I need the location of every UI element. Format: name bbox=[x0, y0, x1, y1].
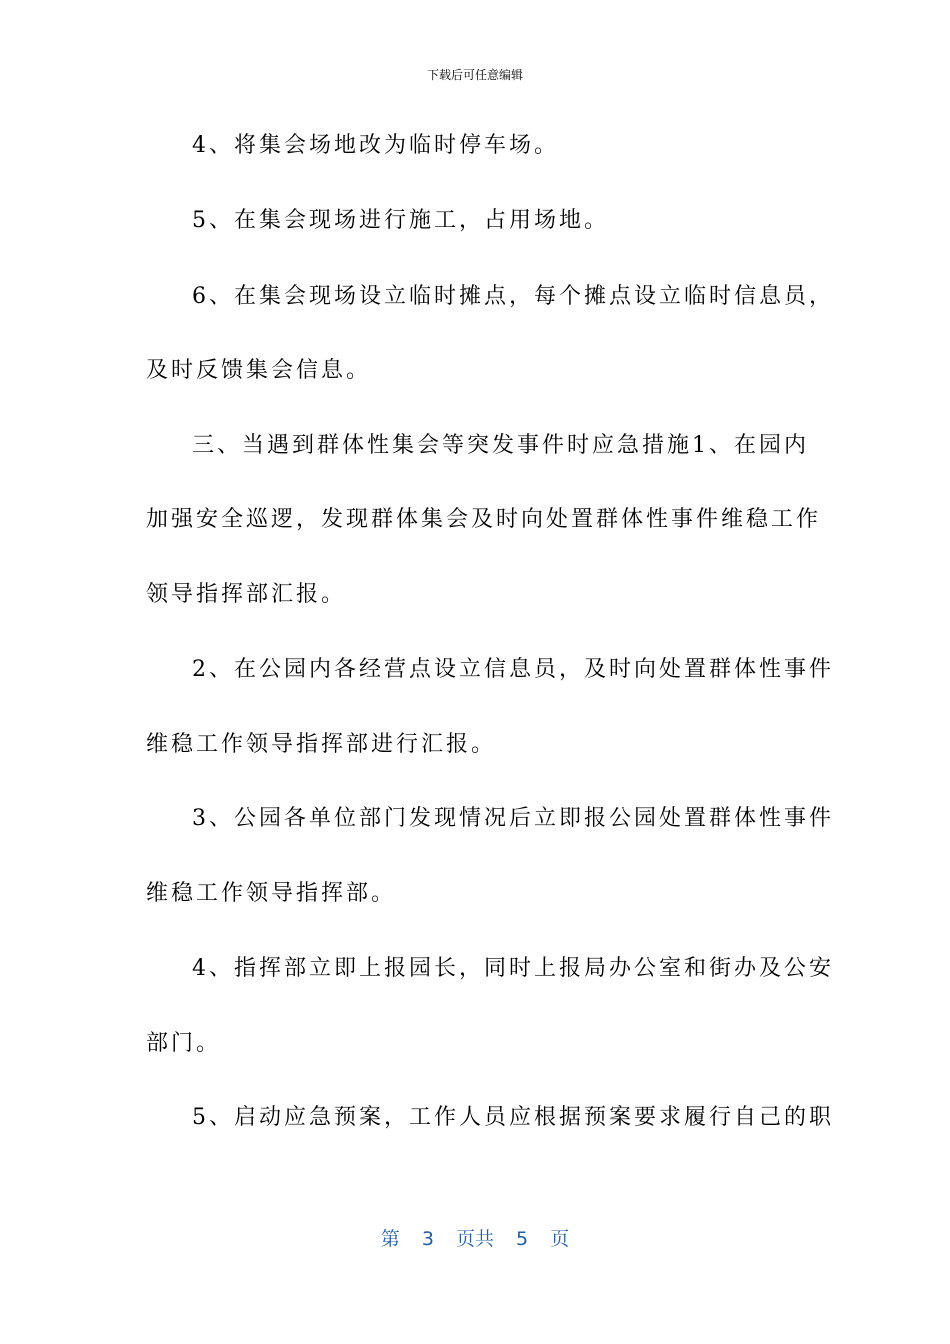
text-line: 5、启动应急预案，工作人员应根据预案要求履行自己的职 bbox=[192, 1105, 834, 1130]
text-line: 4、指挥部立即上报园长，同时上报局办公室和街办及公安 bbox=[192, 956, 834, 981]
text-line: 维稳工作领导指挥部进行汇报。 bbox=[146, 732, 497, 757]
text-line: 2、在公园内各经营点设立信息员，及时向处置群体性事件 bbox=[192, 657, 834, 682]
total-pages-number: 5 bbox=[516, 1228, 529, 1250]
text-line: 三、当遇到群体性集会等突发事件时应急措施1、在园内 bbox=[192, 433, 809, 458]
text-line: 加强安全巡逻，发现群体集会及时向处置群体性事件维稳工作 bbox=[146, 507, 822, 532]
text-line: 6、在集会现场设立临时摊点，每个摊点设立临时信息员， bbox=[192, 284, 834, 309]
text-line: 部门。 bbox=[146, 1031, 222, 1056]
page-label-prefix: 第 bbox=[380, 1228, 400, 1250]
text-line: 5、在集会现场进行施工，占用场地。 bbox=[192, 208, 609, 233]
current-page-number: 3 bbox=[421, 1228, 434, 1250]
text-line: 及时反馈集会信息。 bbox=[146, 358, 372, 383]
page-label-suffix: 页 bbox=[550, 1228, 570, 1250]
page-footer bbox=[0, 1226, 950, 1252]
text-line: 领导指挥部汇报。 bbox=[146, 582, 347, 607]
header-note: 下载后可任意编辑 bbox=[426, 68, 523, 82]
page-label-mid: 页共 bbox=[455, 1228, 494, 1250]
text-line: 4、将集会场地改为临时停车场。 bbox=[192, 133, 559, 158]
text-line: 维稳工作领导指挥部。 bbox=[146, 881, 397, 906]
text-line: 3、公园各单位部门发现情况后立即报公园处置群体性事件 bbox=[192, 806, 834, 831]
